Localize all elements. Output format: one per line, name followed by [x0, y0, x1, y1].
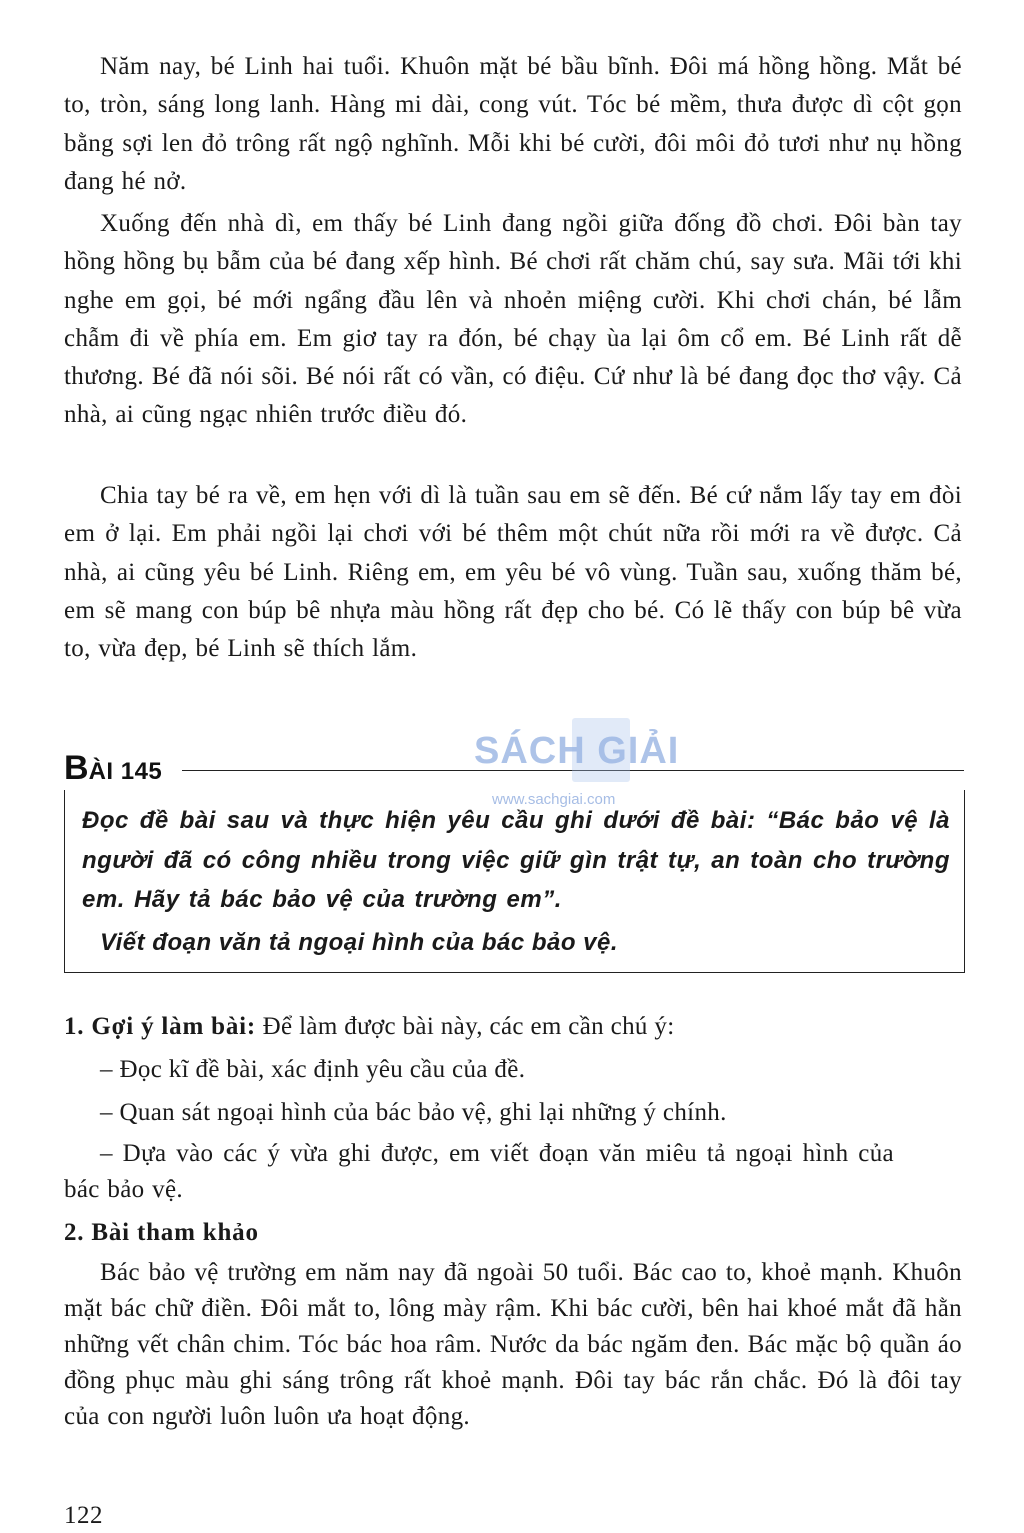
- title-rule-divider: [182, 770, 964, 771]
- passage-paragraph-2: Xuống đến nhà dì, em thấy bé Linh đang ngồi giữa đống đồ chơi. Đôi bàn tay hồng hồng bụ bẫm của bé đang xếp hình. Bé chơi rất chăm chú, say sưa. Mãi tới khi nghe em gọi, bé mới ngẩng đầu lên và nhoẻn miệng cười. Khi chơi chán, bé lẫm chẫm đi về phía em. Em giơ tay ra đón, bé chạy ùa lại ôm cổ em. Bé Linh rất dễ thương. Bé đã nói sõi. Bé nói rất có vần, có điệu. Cứ như là bé đang đọc thơ vậy. Cả nhà, ai cũng ngạc nhiên trước điều đó.: [64, 210, 962, 429]
- guide-intro: Để làm được bài này, các em cần chú ý:: [256, 1013, 675, 1040]
- guide-bullet-1: – Đọc kĩ đề bài, xác định yêu cầu của đề.: [100, 1056, 526, 1083]
- guide-section: [64, 1008, 675, 1046]
- guide-heading: 1. Gợi ý làm bài:: [64, 1013, 257, 1040]
- guide-bullet-3: – Dựa vào các ý vừa ghi được, em viết đoạn văn miêu tả ngoại hình của bác bảo vệ.: [64, 1140, 894, 1203]
- page-number: 122: [64, 1502, 103, 1529]
- lesson-title-rest: ÀI 145: [88, 758, 163, 785]
- passage-paragraph-1: Năm nay, bé Linh hai tuổi. Khuôn mặt bé bầu bĩnh. Đôi má hồng hồng. Mắt bé to, tròn, sáng long lanh. Hàng mi dài, cong vút. Tóc bé mềm, thưa được dì cột gọn bằng sợi len đỏ trông rất ngộ nghĩnh. Mỗi khi bé cười, đôi môi đỏ tươi như nụ hồng đang hé nở.: [64, 53, 962, 195]
- lesson-title: [64, 748, 162, 795]
- task-requirement: Viết đoạn văn tả ngoại hình của bác bảo vệ.: [100, 929, 619, 956]
- watermark-box-icon: [572, 718, 630, 782]
- task-prompt: Đọc đề bài sau và thực hiện yêu cầu ghi dưới đề bài: “Bác bảo vệ là người đã có công nhiều trong việc giữ gìn trật tự, an toàn cho trường em. Hãy tả bác bảo vệ của trường em”.: [82, 807, 950, 913]
- passage-paragraph-3: Chia tay bé ra về, em hẹn với dì là tuần sau em sẽ đến. Bé cứ nắm lấy tay em đòi em ở lại. Em phải ngồi lại chơi với bé thêm một chút nữa rồi mới ra về được. Cả nhà, ai cũng yêu bé Linh. Riêng em, em yêu bé vô vùng. Tuần sau, xuống thăm bé, em sẽ mang con búp bê nhựa màu hồng rất đẹp cho bé. Có lẽ thấy con búp bê vừa to, vừa đẹp, bé Linh sẽ thích lắm.: [64, 482, 962, 663]
- watermark-url: www.sachgiai.com: [492, 791, 616, 808]
- reference-heading: 2. Bài tham khảo: [64, 1219, 259, 1246]
- guide-bullet-2: – Quan sát ngoại hình của bác bảo vệ, ghi lại những ý chính.: [100, 1099, 727, 1126]
- watermark-name: SÁCH GIẢI: [474, 730, 680, 772]
- reference-paragraph: Bác bảo vệ trường em năm nay đã ngoài 50 tuổi. Bác cao to, khoẻ mạnh. Khuôn mặt bác chữ điền. Đôi mắt to, lông mày rậm. Khi bác cười, bên hai khoé mắt đã hằn những vết chân chim. Tóc bác hoa râm. Nước da bác ngăm đen. Bác mặc bộ quần áo đồng phục màu ghi sáng trông rất khoẻ mạnh. Đôi tay bác rắn chắc. Đó là đôi tay của con người luôn luôn ưa hoạt động.: [64, 1259, 962, 1430]
- textbook-page: [64, 0, 962, 1533]
- lesson-title-initial: B: [64, 749, 89, 787]
